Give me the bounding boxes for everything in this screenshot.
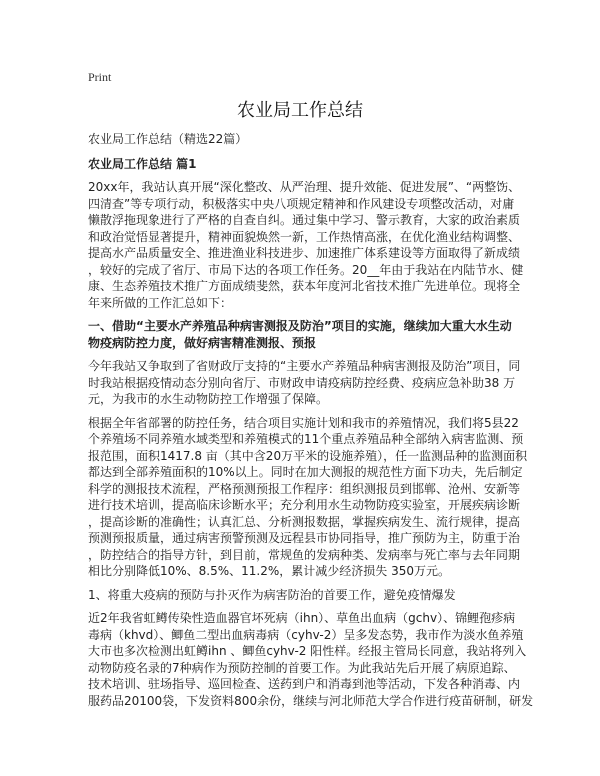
text-line: 康、生态养殖技术推广方面成绩斐然，获本年度河北省技术推广先进单位。现将全	[88, 279, 521, 293]
paragraph-intro	[88, 179, 528, 311]
text-line: 元，为我市的水生动物防控工作增强了保障。	[88, 392, 329, 406]
section-heading: 农业局工作总结 篇1	[88, 157, 197, 171]
text-line: 一、借助“主要水产养殖品种病害测报及防治”项目的实施，继续加大重大水生动	[88, 319, 512, 333]
text-line: ，防控结合的指导方针，到目前，常规鱼的发病种类、发病率与死亡率与去年同期	[88, 547, 521, 562]
document-subtitle: 农业局工作总结（精选22篇）	[88, 132, 248, 146]
text-line: 物疫病防控力度，做好病害精准测报、预报	[88, 335, 317, 350]
text-line: 预测预报质量，通过病害预警预测及远程县市协同指导，推广预防为主，防重于治	[88, 531, 521, 545]
text-line: 近2年我省虹鳟传染性造血器官坏死病（ihn）、草鱼出血病（gchv）、锦鲤孢疹病	[88, 611, 516, 625]
document-page	[88, 70, 534, 709]
text-line: 进行技术培训，提高临床诊断水平；充分利用水生动物防疫实验室，开展疾病诊断	[88, 498, 521, 512]
text-line: 动物防疫名录的7种病作为预防控制的首要工作。为此我站先后开展了病原追踪、	[88, 660, 516, 675]
paragraph-monitoring	[88, 415, 528, 580]
text-line: 年来所做的工作汇总如下：	[88, 295, 233, 310]
text-line: 服药品20100袋，下发资料800余份，继续与河北师范大学合作进行疫苗研制，研发	[88, 693, 534, 708]
text-line: 时我站根据疫情动态分别向省厅、市财政申请疫病防控经费、疫病应急补助38 万	[88, 375, 516, 390]
paragraph-funding	[88, 358, 528, 408]
text-line: 报范围，面积1417.8 亩（其中含20万平米的设施养殖），任一监测品种的监测面积	[88, 448, 528, 463]
text-line: 大市也多次检测出虹鳟ihn 、鲫鱼cyhv-2 阳性样。经报主管局长同意，我站将列入	[88, 644, 527, 658]
paragraph-diseases	[88, 610, 534, 709]
text-line: ，较好的完成了省厅、市局下达的各项工作任务。20__年由于我站在内陆节水、健	[88, 262, 524, 277]
page-title: 农业局工作总结	[237, 100, 363, 121]
text-line: 懒散浮拖现象进行了严格的自查自纠。通过集中学习、警示教育，大家的政治素质	[88, 213, 521, 227]
text-line: 科学的测报技术流程，严格预测预报工作程序：组织测报员到邯郸、沧州、安新等	[88, 481, 521, 496]
text-line: 技术培训、驻场指导、巡回检查、送药到户和消毒到池等活动，下发各种消毒、内	[88, 677, 521, 691]
text-line: 提高水产品质量安全、推进渔业科技进步、加速推广体系建设等方面取得了新成绩	[88, 246, 521, 260]
text-line: 根据全年省部署的防控任务，结合项目实施计划和我市的养殖情况，我们将5县22	[88, 415, 519, 430]
text-line: 今年我站又争取到了省财政厅支持的“主要水产养殖品种病害测报及防治”项目，同	[88, 359, 521, 373]
print-link[interactable]: Print	[88, 70, 112, 84]
text-line: 相比分别降低10%、8.5%、11.2%，累计减少经济损失 350万元。	[88, 564, 450, 578]
text-line: 个养殖场不同养殖水域类型和养殖模式的11个重点养殖品种全部纳入病害监测、预	[88, 432, 524, 446]
text-line: 毒病（khvd）、鲫鱼二型出血病毒病（cyhv-2）呈多发态势，我市作为淡水鱼养殖	[88, 627, 524, 642]
text-line: 四清查”等专项行动，积极落实中央八项规定精神和作风建设专项整改活动，对庸	[88, 196, 515, 211]
heading-section-one	[88, 318, 528, 351]
subheading-prevention	[88, 587, 528, 604]
text-line: ，提高诊断的准确性；认真汇总、分析测报数据，掌握疾病发生、流行规律，提高	[88, 514, 521, 529]
text-line: 20xx年，我站认真开展“深化整改、从严治理、提升效能、促进发展”、“两整饬、	[88, 180, 521, 194]
text-line: 都达到全部养殖面积的10%以上。同时在加大测报的规范性方面下功夫，先后制定	[88, 465, 523, 479]
text-line: 和政治觉悟显著提升，精神面貌焕然一新，工作热情高涨，在优化渔业结构调整、	[88, 229, 521, 244]
text-line: 1、将重大疫病的预防与扑灭作为病害防治的首要工作，避免疫情爆发	[88, 587, 456, 602]
